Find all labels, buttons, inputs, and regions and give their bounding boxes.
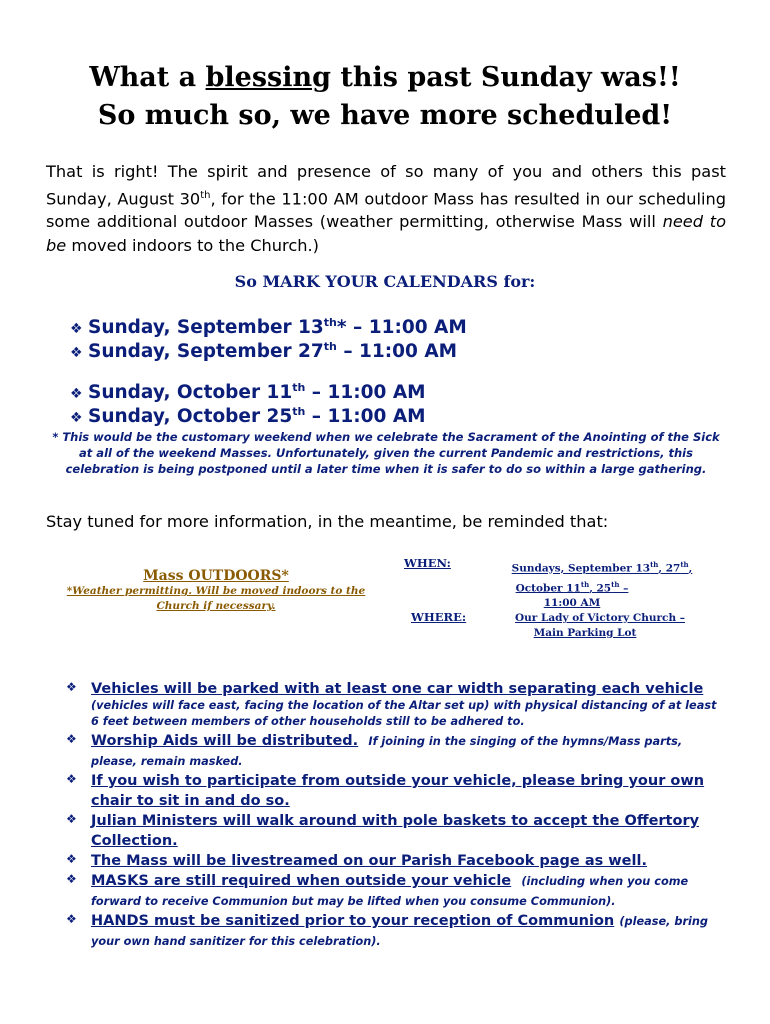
list-item: ❖ MASKS are still required when outside your vehicle (including when you come forward to receive Communion but may be lifted when you consume Communion). <box>66 872 689 908</box>
mark-calendars-heading: So MARK YOUR CALENDARS for: <box>234 272 536 291</box>
anointing-footnote: * This would be the customary weekend when we celebrate the Sacrament of the Anointing of the Sick at all of the weekend Masses. Unfortunately, given the current Pandemic and restrictions, this celebration is being postponed until a later time when it is safer to do so within a large gathering. <box>52 430 720 476</box>
headline-line-1: What a blessing this past Sunday was!! <box>89 62 681 93</box>
date-item: ❖ Sunday, September 13th* – 11:00 AM <box>70 316 467 339</box>
mass-outdoors-block <box>46 568 386 614</box>
mass-outdoors-title: Mass OUTDOORS* <box>143 568 289 584</box>
when-value: Sundays, September 13th, 27th, October 11th, 25th – 11:00 AM <box>511 560 693 609</box>
diamond-bullet-icon: ❖ <box>66 852 77 866</box>
reminders-list <box>66 678 728 950</box>
date-item: ❖ Sunday, September 27th – 11:00 AM <box>70 340 458 363</box>
mass-outdoors-subtitle: *Weather permitting. Will be moved indoors to the Church if necessary. <box>66 585 366 612</box>
list-item: ❖ Worship Aids will be distributed. If joining in the singing of the hymns/Mass parts, please, remain masked. <box>66 732 683 768</box>
stay-tuned-text: Stay tuned for more information, in the meantime, be reminded that: <box>46 512 609 531</box>
when-label: WHEN: <box>404 556 451 570</box>
where-label: WHERE: <box>411 610 467 624</box>
diamond-bullet-icon: ❖ <box>66 732 77 746</box>
diamond-bullet-icon: ❖ <box>70 321 83 338</box>
diamond-bullet-icon: ❖ <box>70 410 83 427</box>
diamond-bullet-icon: ❖ <box>66 872 77 886</box>
list-item: ❖ The Mass will be livestreamed on our Parish Facebook page as well. <box>66 852 647 869</box>
headline-underlined-word: blessing <box>205 62 332 93</box>
diamond-bullet-icon: ❖ <box>66 812 77 826</box>
list-item: ❖ HANDS must be sanitized prior to your reception of Communion (please, bring your own hand sanitizer for this celebration). <box>66 912 709 948</box>
diamond-bullet-icon: ❖ <box>66 680 77 694</box>
diamond-bullet-icon: ❖ <box>70 386 83 403</box>
diamond-bullet-icon: ❖ <box>70 345 83 362</box>
diamond-bullet-icon: ❖ <box>66 912 77 926</box>
list-item: ❖ Vehicles will be parked with at least one car width separating each vehicle (vehicles will face east, facing the location of the Altar set up) with physical distancing of at least 6 feet between members of other households still to be adhered to. <box>66 680 717 728</box>
diamond-bullet-icon: ❖ <box>66 772 77 786</box>
list-item: ❖ If you wish to participate from outside your vehicle, please bring your own chair to sit in and do so. <box>66 772 705 809</box>
headline-line-2: So much so, we have more scheduled! <box>97 100 673 131</box>
date-item: ❖ Sunday, October 25th – 11:00 AM <box>70 405 426 428</box>
date-item: ❖ Sunday, October 11th – 11:00 AM <box>70 381 426 404</box>
where-value: Our Lady of Victory Church – Main Parking Lot <box>514 612 685 639</box>
list-item: ❖ Julian Ministers will walk around with pole baskets to accept the Offertory Collection. <box>66 812 700 849</box>
intro-paragraph: That is right! The spirit and presence of so many of you and others this past Sunday, August 30th, for the 11:00 AM outdoor Mass has resulted in our scheduling some additional outdoor Masses (weather permitting, otherwise Mass will need to be moved indoors to the Church.) <box>46 162 726 255</box>
